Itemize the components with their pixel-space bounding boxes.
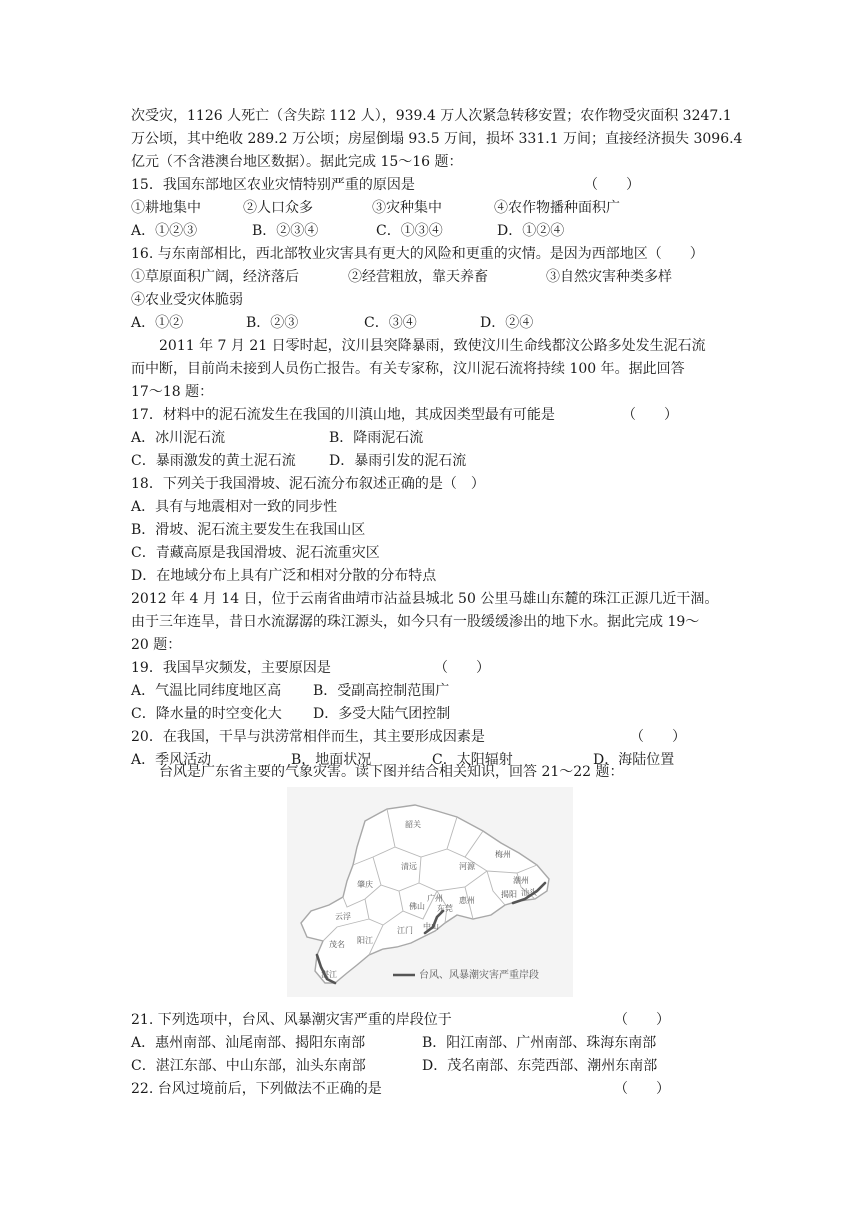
q21-option-b: B．阳江南部、广州南部、珠海东南部	[422, 1035, 657, 1051]
q21-answer-bracket: （ ）	[614, 1012, 670, 1028]
q20-stem: 20．在我国，干旱与洪涝常相伴而生，其主要形成因素是	[131, 729, 485, 745]
q21-option-d: D．茂名南部、东莞西部、潮州东南部	[422, 1058, 658, 1074]
region-label: 江门	[397, 926, 413, 935]
region-label: 清远	[401, 862, 417, 871]
q19-option-b: B．受副高控制范围广	[313, 683, 450, 699]
q15-item-3: ③灾种集中	[372, 200, 442, 216]
q21-stem: 21. 下列选项中，台风、风暴潮灾害严重的岸段位于	[131, 1012, 452, 1028]
q15-answer-bracket: （ ）	[584, 177, 640, 193]
q19-option-a: A．气温比同纬度地区高	[131, 683, 282, 699]
region-label: 肇庆	[357, 880, 373, 889]
region-label: 梅州	[495, 850, 511, 859]
q17-option-d: D．暴雨引发的泥石流	[329, 453, 467, 469]
region-label: 东莞	[437, 904, 453, 913]
q16-stem: 16. 与东南部相比，西北部牧业灾害具有更大的风险和更重的灾情。是因为西部地区（ ）	[131, 246, 704, 262]
q19-option-c: C．降水量的时空变化大	[131, 706, 282, 722]
region-label: 韶关	[405, 820, 421, 829]
q17-answer-bracket: （ ）	[622, 407, 678, 423]
passage3-line-3: 20 题：	[131, 637, 182, 653]
q19-stem: 19．我国旱灾频发，主要原因是	[131, 660, 331, 676]
q16-items	[0, 266, 860, 288]
q15-option-c: C．①③④	[376, 223, 443, 239]
q21-options-row-1	[0, 1032, 860, 1054]
q20-option-c: C．太阳辐射	[432, 752, 513, 768]
q19-option-d: D．多受大陆气团控制	[313, 706, 451, 722]
q16-options	[0, 312, 860, 334]
region-label: 潮州	[513, 876, 529, 885]
q15-items	[0, 197, 860, 219]
region-label: 中山	[423, 922, 439, 931]
q16-option-a: A．①②	[131, 315, 184, 331]
q20-option-d: D．海陆位置	[593, 752, 675, 768]
q15-option-d: D．①②④	[497, 223, 565, 239]
region-label: 汕头	[521, 888, 537, 897]
q17-options-row-1	[0, 427, 860, 449]
q20-answer-bracket: （ ）	[630, 729, 686, 745]
q18-option-c: C．青藏高原是我国滑坡、泥石流重灾区	[131, 545, 380, 561]
passage2-line-2: 而中断，目前尚未接到人员伤亡报告。有关专家称，汶川泥石流将持续 100 年。据此回答	[131, 361, 685, 377]
passage2-line-3: 17～18 题：	[131, 384, 214, 400]
q17-option-c: C．暴雨激发的黄土泥石流	[131, 453, 296, 469]
q16-item-1: ①草原面积广阔，经济落后	[131, 269, 299, 285]
region-label: 茂名	[329, 940, 345, 949]
q16-item-2: ②经营粗放，靠天养畜	[348, 269, 488, 285]
q18-option-b: B．滑坡、泥石流主要发生在我国山区	[131, 522, 366, 538]
q19-answer-bracket: （ ）	[434, 660, 490, 676]
region-label: 惠州	[459, 896, 475, 905]
q21-option-a: A．惠州南部、汕尾南部、揭阳东南部	[131, 1035, 366, 1051]
passage2-line-1: 2011 年 7 月 21 日零时起，汶川县突降暴雨，致使汶川生命线都汶公路多处发生泥石流	[159, 338, 706, 354]
q18-option-a: A．具有与地震相对一致的同步性	[131, 499, 338, 515]
q19-options-row-2	[0, 703, 860, 725]
region-label: 湛江	[321, 970, 337, 979]
q21-options-row-2	[0, 1055, 860, 1077]
passage3-line-1: 2012 年 4 月 14 日，位于云南省曲靖市沾益县城北 50 公里马雄山东麓的珠江正源几近干涸。	[131, 591, 719, 607]
q22-answer-bracket: （ ）	[614, 1081, 670, 1097]
q22-stem: 22. 台风过境前后，下列做法不正确的是	[131, 1081, 382, 1097]
region-label: 揭阳	[501, 890, 517, 899]
q15-item-1: ①耕地集中	[131, 200, 201, 216]
q21-option-c: C．湛江东部、中山东部，汕头东南部	[131, 1058, 366, 1074]
q15-item-2: ②人口众多	[243, 200, 313, 216]
intro-line-1: 次受灾，1126 人死亡（含失踪 112 人），939.4 万人次紧急转移安置；农作物受灾面积 3247.1	[131, 108, 732, 124]
region-label: 河源	[459, 862, 475, 871]
q18-stem: 18．下列关于我国滑坡、泥石流分布叙述正确的是（ ）	[131, 476, 485, 492]
q16-option-d: D．②④	[480, 315, 534, 331]
q17-option-a: A．冰川泥石流	[131, 430, 226, 446]
region-label: 佛山	[409, 902, 425, 911]
q20-option-a: A．季风活动	[131, 752, 212, 768]
intro-line-3: 亿元（不含港澳台地区数据）。据此完成 15～16 题：	[131, 154, 463, 170]
q18-option-d: D．在地域分布上具有广泛和相对分散的分布特点	[131, 568, 437, 584]
intro-line-2: 万公顷，其中绝收 289.2 万公顷；房屋倒塌 93.5 万间，损坏 331.1 万间；直接经济损失 3096.4	[131, 131, 743, 147]
region-label: 广州	[427, 894, 443, 903]
q15-stem: 15．我国东部地区农业灾情特别严重的原因是	[131, 177, 415, 193]
q19-options-row-1	[0, 680, 860, 702]
q17-option-b: B．降雨泥石流	[329, 430, 424, 446]
q16-option-b: B．②③	[246, 315, 299, 331]
q15-option-a: A．①②③	[131, 223, 198, 239]
map-legend: 台风、风暴潮灾害严重岸段	[419, 970, 539, 981]
q16-item-3: ③自然灾害种类多样	[546, 269, 672, 285]
region-label: 云浮	[335, 912, 351, 921]
q15-option-b: B．②③④	[252, 223, 319, 239]
q17-stem: 17．材料中的泥石流发生在我国的川滇山地，其成因类型最有可能是	[131, 407, 555, 423]
q15-item-4: ④农作物播种面积广	[494, 200, 620, 216]
q16-option-c: C．③④	[364, 315, 417, 331]
q15-options	[0, 220, 860, 242]
guangdong-typhoon-map	[287, 787, 573, 997]
passage4: 台风是广东省主要的气象灾害。读下图并结合相关知识，回答 21～22 题：	[159, 764, 624, 780]
region-label: 阳江	[357, 936, 373, 945]
passage3-line-2: 由于三年连旱，昔日水流潺潺的珠江源头，如今只有一股缓缓渗出的地下水。据此完成 19～	[131, 614, 700, 630]
q17-options-row-2	[0, 450, 860, 472]
q20-option-b: B．地面状况	[291, 752, 372, 768]
q16-item-4: ④农业受灾体脆弱	[131, 292, 243, 308]
